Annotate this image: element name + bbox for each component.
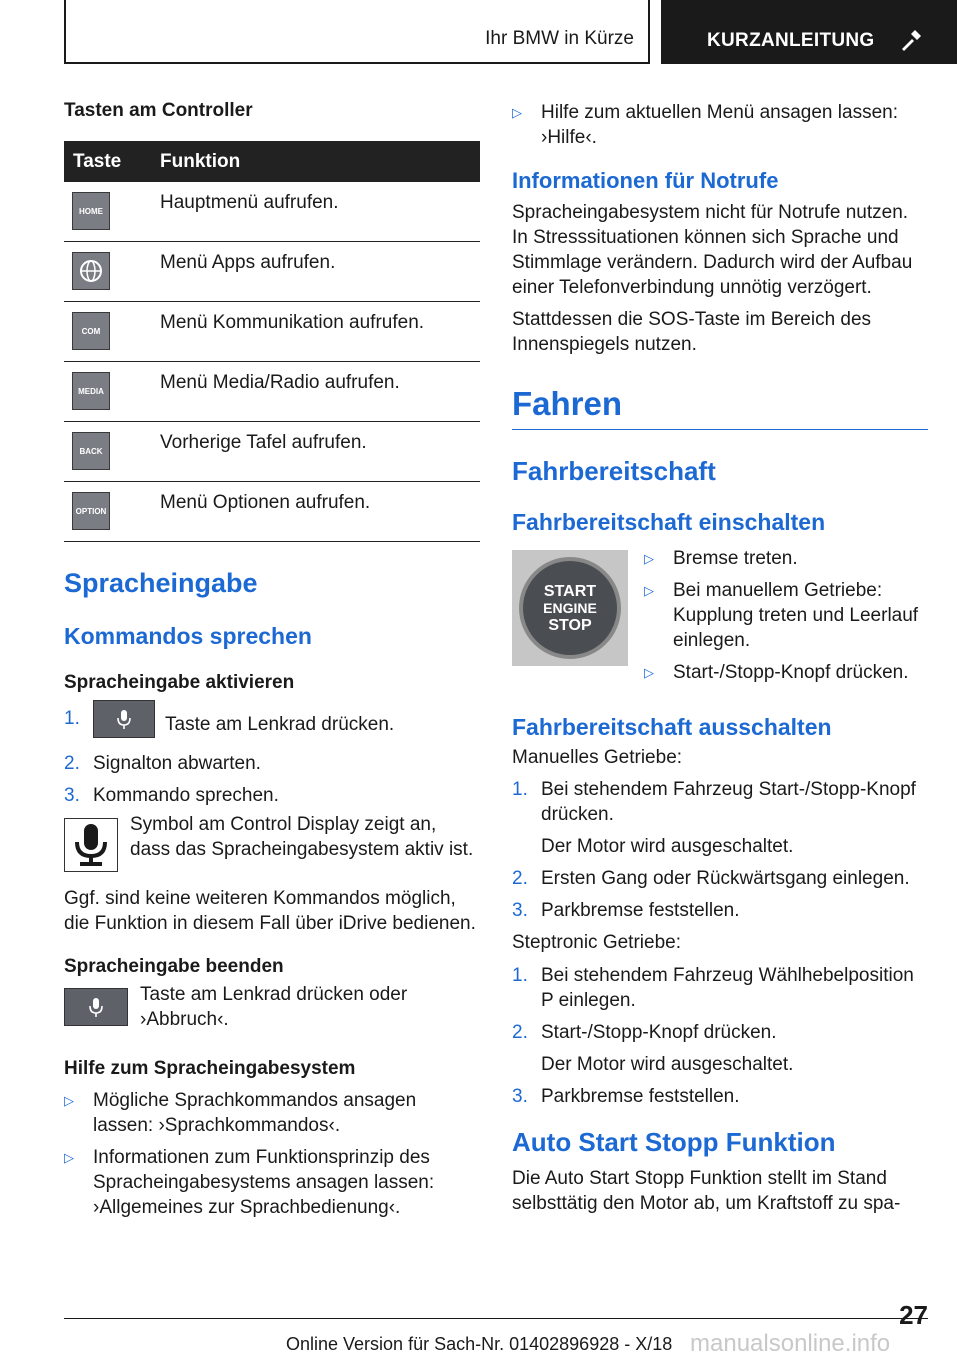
notruf-paragraph-1: Spracheingabesystem nicht für Notrufe nutzen. In Stresssituationen können sich Sprache und Stimmlage verändern. Dadurch wird der Aufbau einer Telefonverbindung unnötig verzögert. [512, 202, 913, 298]
ggf-paragraph: Ggf. sind keine weiteren Kommandos möglich, die Funktion in diesem Fall über iDrive bedienen. [64, 888, 476, 934]
back-key-icon: BACK [72, 432, 110, 470]
table-cell-function: Vorherige Tafel aufrufen. [160, 422, 480, 482]
left-column [64, 100, 480, 1227]
list-item [512, 866, 928, 891]
step-text: Kommando sprechen. [93, 785, 279, 806]
header-section-title: Ihr BMW in Kürze [485, 28, 634, 49]
end-block [64, 982, 480, 1032]
triangle-bullet-icon: ▷ [644, 583, 654, 598]
media-key-icon: MEDIA [72, 372, 110, 410]
heading-fahrbereitschaft: Fahrbereitschaft [512, 456, 716, 486]
table-cell-function: Menü Apps aufrufen. [160, 242, 480, 302]
list-item [512, 100, 928, 150]
step-number: 1. [512, 779, 528, 800]
table-row [64, 482, 480, 542]
table-row [64, 182, 480, 242]
table-cell-function: Menü Kommunikation aufrufen. [160, 302, 480, 362]
step-number: 3. [512, 1086, 528, 1107]
triangle-bullet-icon: ▷ [512, 105, 522, 120]
manual-label: Manuelles Getriebe: [512, 747, 683, 768]
table-row [64, 362, 480, 422]
einschalten-list [644, 546, 928, 692]
online-version-text: Online Version für Sach-Nr. 01402896928 - X/18 [286, 1334, 673, 1354]
help-list [64, 1088, 480, 1220]
step-text: Parkbremse feststellen. [541, 900, 740, 921]
step-text: Bei stehendem Fahrzeug Wählhebelposition P einlegen. [541, 965, 914, 1011]
step-text: Taste am Lenkrad drücken. [165, 714, 395, 736]
step-number: 2. [512, 1022, 528, 1043]
start-label: START [543, 582, 597, 600]
list-item [64, 783, 480, 808]
wrench-icon [899, 28, 923, 52]
list-item [644, 660, 928, 685]
table-row [64, 422, 480, 482]
activation-steps [64, 706, 480, 808]
step-text: Bei stehendem Fahrzeug Start-/Stopp-Knopf drücken. [541, 779, 916, 825]
heading-hilfe: Hilfe zum Spracheingabesystem [64, 1058, 356, 1079]
option-key-icon: OPTION [72, 492, 110, 530]
header-section-box [64, 0, 650, 64]
notruf-paragraph-2: Stattdessen die SOS-Taste im Bereich des Innenspiegels nutzen. [512, 309, 872, 355]
triangle-bullet-icon: ▷ [644, 665, 654, 680]
table-header-funktion: Funktion [160, 141, 480, 182]
controller-keys-table [64, 141, 480, 542]
header-chapter-tab [661, 0, 957, 64]
step-text: Start-/Stopp-Knopf drücken. [673, 662, 909, 683]
com-key-icon: COM [72, 312, 110, 350]
manual-steps [512, 777, 928, 923]
help-item-text: Mögliche Sprachkommandos ansagen lassen: ›Sprachkommandos‹. [93, 1090, 417, 1136]
help-list-cont [512, 100, 928, 150]
steptronic-label: Steptronic Getriebe: [512, 932, 681, 953]
heading-spracheingabe: Spracheingabe [64, 568, 258, 598]
end-text: Taste am Lenkrad drücken oder ›Abbruch‹. [140, 984, 408, 1030]
table-header-taste: Taste [64, 141, 160, 182]
list-item [644, 546, 928, 571]
heading-beenden: Spracheingabe beenden [64, 956, 284, 977]
list-item [64, 1088, 480, 1138]
list-item [512, 898, 928, 923]
triangle-bullet-icon: ▷ [64, 1093, 74, 1108]
start-block [512, 550, 928, 692]
step-subtext: Der Motor wird ausgeschaltet. [541, 1054, 794, 1075]
list-item [644, 578, 928, 653]
watermark: manualsonline.info [690, 1330, 891, 1357]
mic-display-icon [64, 818, 118, 872]
step-number: 3. [64, 785, 80, 806]
heading-kommandos: Kommandos sprechen [64, 623, 312, 649]
header-chapter-title: KURZANLEITUNG [707, 30, 875, 51]
table-row [64, 302, 480, 362]
list-item [64, 1145, 480, 1220]
list-item [512, 963, 928, 1013]
stop-label: STOP [548, 616, 592, 634]
heading-ausschalten: Fahrbereitschaft ausschalten [512, 714, 832, 740]
step-number: 1. [512, 965, 528, 986]
list-item [512, 1084, 928, 1109]
controller-title: Tasten am Controller [64, 100, 253, 121]
table-cell-function: Menü Optionen aufrufen. [160, 482, 480, 542]
step-number: 2. [64, 753, 80, 774]
list-item [512, 777, 928, 859]
page-number: 27 [899, 1300, 928, 1330]
mic-note-block [64, 814, 480, 872]
step-text: Bei manuellem Getriebe: Kupplung treten und Leerlauf einlegen. [673, 580, 919, 651]
step-text: Bremse treten. [673, 548, 798, 569]
step-text: Ersten Gang oder Rückwärtsgang einlegen. [541, 868, 910, 889]
auto-paragraph: Die Auto Start Stopp Funktion stellt im Stand selbsttätig den Motor ab, um Kraftstoff zu spa- [512, 1168, 901, 1214]
step-number: 2. [512, 868, 528, 889]
right-column [512, 100, 928, 1223]
table-cell-function: Menü Media/Radio aufrufen. [160, 362, 480, 422]
start-stop-button-image [512, 550, 628, 666]
heading-einschalten: Fahrbereitschaft einschalten [512, 509, 826, 535]
list-item [64, 751, 480, 776]
triangle-bullet-icon: ▷ [64, 1150, 74, 1165]
heading-auto-start-stopp: Auto Start Stopp Funktion [512, 1127, 836, 1157]
home-key-icon: HOME [72, 192, 110, 230]
step-text: Signalton abwarten. [93, 753, 261, 774]
mic-steering-button-icon [64, 988, 128, 1026]
heading-notrufe: Informationen für Notrufe [512, 168, 779, 193]
help-item-text: Informationen zum Funktionsprinzip des Spracheingabesystems ansagen lassen: ›Allgemeines zur Sprachbedienung‹. [93, 1147, 435, 1218]
heading-fahren: Fahren [512, 385, 928, 430]
step-text: Parkbremse feststellen. [541, 1086, 740, 1107]
steptronic-steps [512, 963, 928, 1109]
step-text: Start-/Stopp-Knopf drücken. [541, 1022, 777, 1043]
table-cell-function: Hauptmenü aufrufen. [160, 182, 480, 242]
help-item-text: Hilfe zum aktuellen Menü ansagen lassen: ›Hilfe‹. [541, 102, 898, 148]
footer-rule [64, 1318, 928, 1319]
triangle-bullet-icon: ▷ [644, 551, 654, 566]
globe-apps-key-icon [72, 252, 110, 290]
mic-steering-button-icon [93, 700, 155, 738]
step-number: 3. [512, 900, 528, 921]
table-row [64, 242, 480, 302]
engine-label: ENGINE [543, 599, 597, 616]
mic-note-text: Symbol am Control Display zeigt an, dass das Spracheingabesystem aktiv ist. [130, 814, 474, 860]
list-item [512, 1020, 928, 1077]
step-subtext: Der Motor wird ausgeschaltet. [541, 836, 794, 857]
heading-aktivieren: Spracheingabe aktivieren [64, 672, 295, 693]
list-item [64, 706, 480, 744]
step-number: 1. [64, 708, 80, 729]
